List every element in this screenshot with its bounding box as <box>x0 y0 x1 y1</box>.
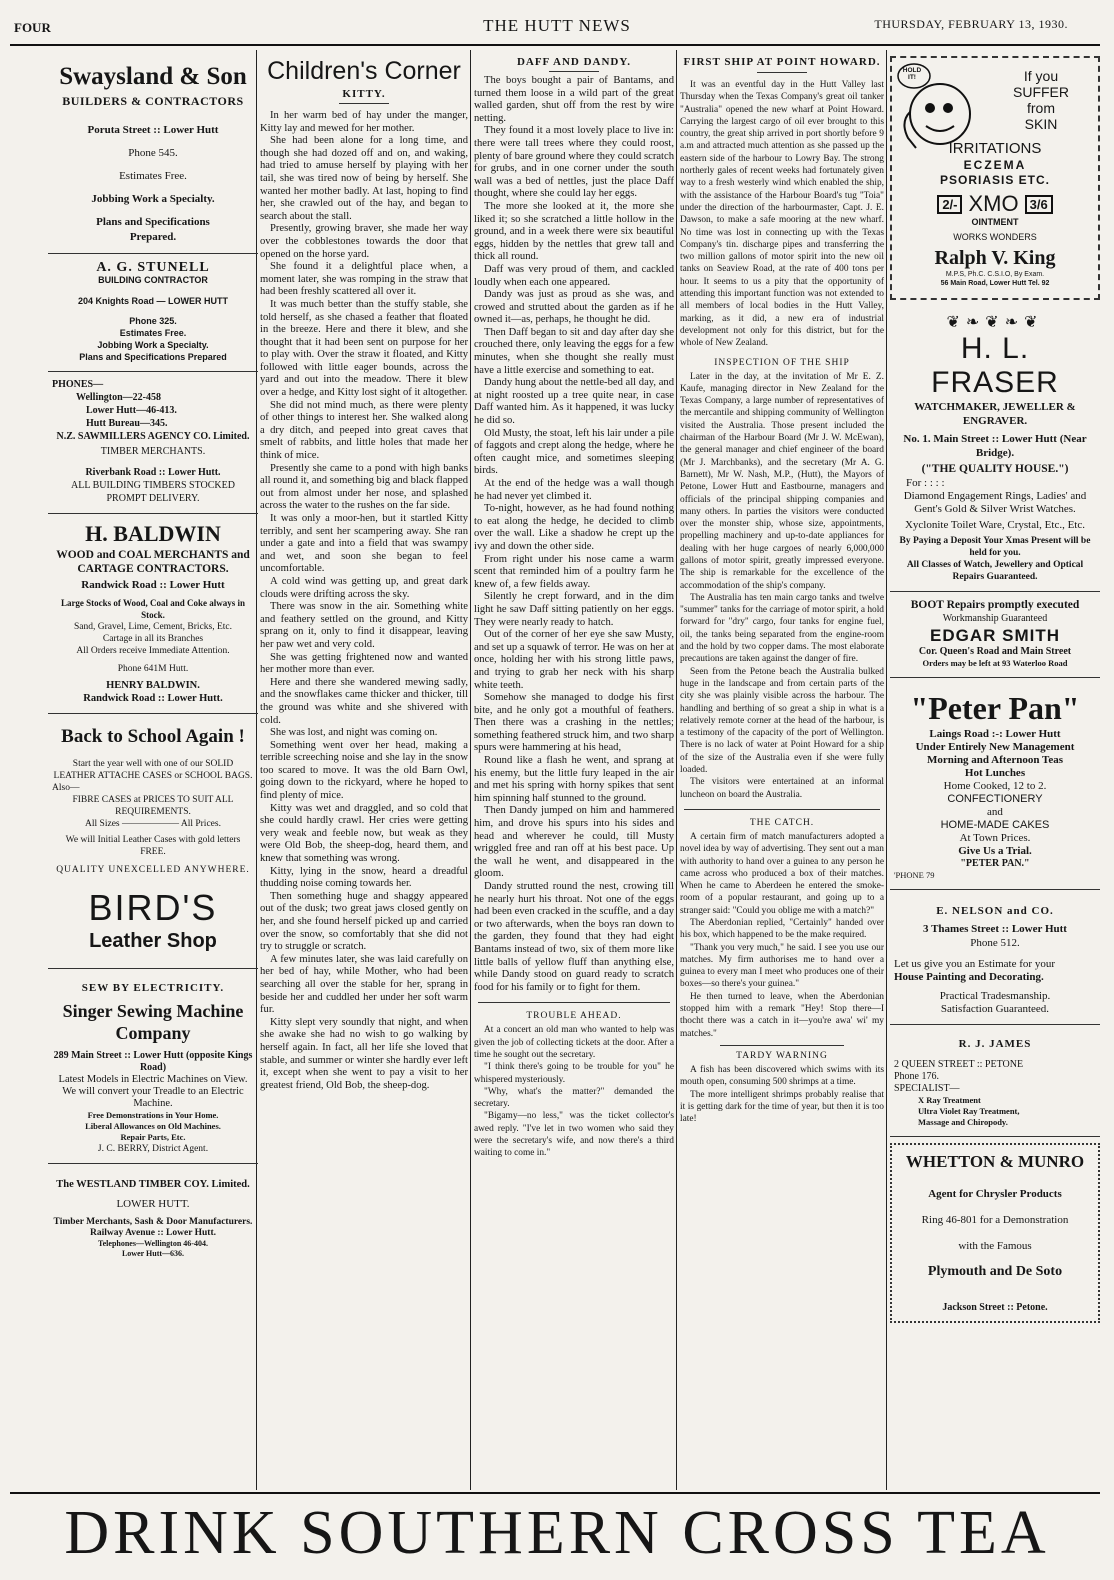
paragraph: Here and there she wandered mewing sadly, and the snowflakes came thicker and thicker, till the ground was white and she shivered with cold. <box>260 676 468 726</box>
james-line: SPECIALIST— <box>894 1083 960 1094</box>
singer-line: Repair Parts, Etc. <box>120 1132 186 1142</box>
westland-name: The WESTLAND TIMBER COY. Limited. <box>56 1179 250 1190</box>
paragraph: "Thank you very much," he said. I see you use our matches. My firm authorises me to hand over a guinea to every man I meet who produces one of their boxes—so there's your guinea." <box>680 942 884 990</box>
ship-title: FIRST SHIP AT POINT HOWARD. <box>683 56 881 68</box>
xmo-line: WORKS WONDERS <box>953 232 1037 242</box>
school-line: QUALITY UNEXCELLED ANYWHERE. <box>56 865 250 875</box>
ship-story <box>680 79 884 350</box>
paragraph: Round like a flash he went, and sprang at his enemy, but the little fury leaped in the air and met his spring with horny spikes that sent him spinning half stunned to the ground. <box>474 755 674 804</box>
paragraph: Dandy hung about the nettle-bed all day, and at night roosted up a tree quite near, in case Daff wanted him. As it happened, it was lucky he did so. <box>474 377 674 427</box>
sawmillers-line: Riverbank Road :: Lower Hutt. <box>85 467 221 478</box>
westland-line: Railway Avenue :: Lower Hutt. <box>89 1228 217 1238</box>
sawmillers-line: Hutt Bureau—345. <box>86 418 168 429</box>
paragraph: Silently he crept forward, and in the dim light he saw Daff sitting patiently on her eggs. They were nearly ready to hatch. <box>474 591 674 628</box>
xmo-price: 2/- <box>937 195 962 214</box>
childrens-corner-heading: Children's Corner <box>267 57 461 85</box>
school-title: Back to School Again ! <box>61 726 245 747</box>
peter-line: At Town Prices. <box>959 832 1031 844</box>
school-line: Start the year well with one of our SOLID LEATHER ATTACHE CASES or SCHOOL BAGS. <box>53 759 253 781</box>
singer-line: SEW BY ELECTRICITY. <box>81 982 225 994</box>
peter-pan-name: "Peter Pan" <box>910 690 1080 726</box>
xmo-line: SUFFER <box>1013 84 1069 100</box>
masthead <box>0 0 1114 50</box>
ralph-king: Ralph V. King <box>934 247 1056 269</box>
paragraph: Then something huge and shaggy appeared out of the dusk; two great jaws closed gently on her, and she found herself picked up and carried over the snow, so comfortably that she did not try to struggle or scratch. <box>260 890 468 953</box>
paragraph: Out of the corner of her eye she saw Musty, and set up a squawk of terror. He was on her at once, holding her with his strong little paws, and trying to grab her neck with his sharp white teeth. <box>474 629 674 691</box>
nelson-ad <box>890 890 1100 1025</box>
singer-ad <box>48 969 258 1164</box>
baldwin-line: Large Stocks of Wood, Coal and Coke always in Stock. <box>60 598 246 620</box>
boot-line: Orders may be left at 93 Waterloo Road <box>922 658 1068 668</box>
whetton-name: WHETTON & MUNRO <box>905 1152 1085 1171</box>
daff-title: DAFF AND DANDY. <box>516 56 632 68</box>
peter-line: 'PHONE 79 <box>894 870 935 880</box>
paragraph: It was much better than the stuffy stable, she told herself, as she chased a feather that floated in the breeze. Here and there it blew, and she thought that it had been sent on purpose for her to play with. Over the straw it floated, and Kitty followed with little eager bounds, across the yard and out into the meadow. There it blew over a hedge, and Kitty lost sight of it altogether. <box>260 298 468 399</box>
fraser-line: By Paying a Deposit Your Xmas Present will be held for you. <box>899 536 1091 558</box>
paragraph: The more she looked at it, the more she liked it; so she scratched a little hollow in the ground, and in a week there were six beautiful eggs, hidden by the nettles that grew tall and thick all round. <box>474 200 674 263</box>
paragraph: "Bigamy—no less," was the ticket collector's awed reply. "I've let in two women who said they were the secretary's wife, and now there's a third waiting to come in." <box>474 1111 674 1159</box>
paragraph: She found it a delightful place when, a moment later, she was romping in the straw that had been freshly scattered all over it. <box>260 261 468 298</box>
baldwin-line: Randwick Road :: Lower Hutt. <box>83 693 223 704</box>
paragraph: He then turned to leave, when the Aberdonian stopped him with a remark "Hey! Stop there—I thocht there was a catch in it—you're awa' wi' my matches." <box>680 991 884 1039</box>
peter-line: and <box>987 806 1003 818</box>
boot-line: BOOT Repairs promptly executed <box>910 599 1080 611</box>
sawmillers-line: Lower Hutt—46-413. <box>86 405 177 416</box>
paragraph: She was getting frightened now and wanted her mother more than ever. <box>260 651 468 676</box>
sawmillers-line: N.Z. SAWMILLERS AGENCY CO. Limited. <box>56 431 250 442</box>
paragraph: Then Daff began to sit and day after day she crouched there, only leaving the eggs for a few minutes, when she thought she really must have a little exercise and something to eat. <box>474 326 674 376</box>
sawmillers-line: PHONES— <box>52 379 104 390</box>
paragraph: Kitty slept very soundly that night, and when she awake she had no wish to go walking by herself again. In fact, all her life she loved that stable, and summer or winter she hardly ever left it, except when she went to pay a visit to her greatest friend, Old Bob, the sheep-dog. <box>260 1016 468 1091</box>
nelson-line: Let us give you an Estimate for your <box>894 958 1055 970</box>
stunell-line: Estimates Free. <box>119 328 187 338</box>
story-separator <box>478 1002 670 1003</box>
james-line: X Ray Treatment <box>918 1095 981 1105</box>
fraser-line: WATCHMAKER, JEWELLER & ENGRAVER. <box>914 401 1076 427</box>
fraser-line: Diamond Engagement Rings, Ladies' and Gent's Gold & Silver Wrist Watches. <box>903 490 1087 515</box>
daff-and-dandy-column <box>474 56 674 1488</box>
fraser-line: All Classes of Watch, Jewellery and Optical Repairs Guaranteed. <box>906 560 1084 582</box>
swaysland-line: BUILDERS & CONTRACTORS <box>62 94 244 108</box>
school-line: We will Initial Leather Cases with gold letters FREE. <box>65 835 241 857</box>
paragraph: The visitors were entertained at an informal luncheon on board the Australia. <box>680 777 884 800</box>
baldwin-name: H. BALDWIN <box>85 521 221 546</box>
ornament: ❦❧❦❧❦ <box>946 314 1044 331</box>
stunell-line: Jobbing Work a Specialty. <box>97 340 209 350</box>
singer-line: Latest Models in Electric Machines on View. <box>58 1074 248 1085</box>
sawmillers-line: ALL BUILDING TIMBERS STOCKED PROMPT DELIVERY. <box>71 480 235 504</box>
xmo-ad <box>890 56 1100 300</box>
paragraph: Kitty, lying in the snow, heard a dreadful thudding noise coming towards her. <box>260 865 468 890</box>
sawmillers-ad <box>48 372 258 514</box>
title-rule <box>549 71 599 72</box>
xmo-line: If you <box>1023 68 1059 84</box>
fraser-line: For : : : : <box>906 477 945 489</box>
stunell-line: Phone 325. <box>129 316 177 326</box>
trouble-title: TROUBLE AHEAD. <box>526 1011 622 1022</box>
kitty-story <box>260 110 468 1092</box>
baldwin-line: All Orders receive Immediate Attention. <box>76 646 230 656</box>
paragraph: It was only a moor-hen, but it startled Kitty terribly, and sent her scampering away. She ran under a gate and into a field that was swampy and wet, and soon she began to feel uncomfortable. <box>260 513 468 575</box>
fraser-line: No. 1. Main Street :: Lower Hutt (Near Bridge). <box>903 433 1087 459</box>
story-separator <box>684 809 880 810</box>
paragraph: At a concert an old man who wanted to help was given the job of collecting tickets at the door. After a time he sought out the secretary. <box>474 1025 674 1060</box>
xmo-line: 56 Main Road, Lower Hutt Tel. 92 <box>940 280 1050 287</box>
tardy-title: TARDY WARNING <box>736 1050 828 1061</box>
nelson-line: 3 Thames Street :: Lower Hutt <box>923 923 1067 935</box>
swaysland-name: Swaysland & Son <box>59 63 247 90</box>
peter-line: Hot Lunches <box>964 767 1026 779</box>
column-rule <box>470 50 471 1490</box>
issue-date: THURSDAY, FEBRUARY 13, 1930. <box>874 17 1068 31</box>
xmo-line: from <box>1027 100 1055 116</box>
paragraph: Dandy was just as proud as she was, and crowed and strutted about the garden as if he owned it—as, perhaps, he thought he did. <box>474 289 674 326</box>
paragraph: The Aberdonian replied, "Certainly" handed over his box, which happened to be the make required. <box>680 918 884 941</box>
story-separator <box>720 1045 844 1046</box>
inspection-story <box>680 371 884 801</box>
news-column <box>680 56 884 1488</box>
xmo-line: IRRITATIONS <box>948 140 1042 157</box>
masthead-rule <box>10 44 1100 46</box>
baldwin-line: HENRY BALDWIN. <box>106 680 200 691</box>
paragraph: "Why, what's the matter?" demanded the secretary. <box>474 1086 674 1110</box>
swaysland-line: Plans and Specifications Prepared. <box>96 216 210 243</box>
paragraph: In her warm bed of hay under the manger, Kitty lay and mewed for her mother. <box>260 110 468 134</box>
westland-ad <box>48 1164 258 1267</box>
swaysland-line: Phone 545. <box>128 147 178 159</box>
school-line: FIBRE CASES at PRICES TO SUIT ALL REQUIREMENTS. <box>72 795 234 817</box>
ads-column-left <box>48 56 258 1486</box>
james-line: Ultra Violet Ray Treatment, <box>918 1106 1020 1116</box>
james-line: 2 QUEEN STREET :: PETONE <box>894 1059 1024 1070</box>
paragraph: It was an eventful day in the Hutt Valley last Thursday when the Texas Company's great oil tanker "Australia" opened the new wharf at Point Howard. Carrying the largest cargo of oil ever brought to this country, the great ship arrived in port shortly before 9 a.m and attracted much attention as she passed up the eastern side of the harbour to Lowry Bay. The strong northerly gales of recent weeks had fortunately given way to a fresh westerly wind which enabled the ship, with the assistance of the Harbour Board's tug "Toia" under the direction of the harbourmaster, Capt. J. E. Dawson, to make a safe mooring at the new wharf. No time was lost in connecting up with the Texas Company's tin. discharge pipes and transferring the two million gallons of motor spirit into the new oil tanks on Seaview Road, at the rate of 400 tons per hour. It seems to us a pity that the opportunity of attending this important function was not extended to all members of local bodies in the Hutt Valley, marking, as it did, a new era of industrial development not only for this district, but for the whole of New Zealand. <box>680 80 884 349</box>
singer-line: Free Demonstrations in Your Home. <box>87 1110 219 1120</box>
baldwin-ad <box>48 514 258 714</box>
peter-line: HOME-MADE CAKES <box>940 819 1050 831</box>
xmo-brand: XMO <box>968 191 1019 216</box>
peter-pan-ad <box>890 678 1100 890</box>
nelson-line: Phone 512. <box>970 937 1020 949</box>
birds-logo: BIRD'S <box>88 887 218 928</box>
singer-line: J. C. BERRY, District Agent. <box>97 1144 209 1154</box>
james-line: Phone 176. <box>894 1071 939 1082</box>
westland-line: Timber Merchants, Sash & Door Manufacturers. <box>53 1217 253 1227</box>
paragraph: At the end of the hedge was a wall though he had never yet climbed it. <box>474 478 674 502</box>
fraser-line: ("THE QUALITY HOUSE.") <box>921 463 1069 475</box>
speech-bubble: HOLD IT! <box>902 67 922 81</box>
fraser-line: Xyclonite Toilet Ware, Crystal, Etc., Etc. <box>904 519 1085 531</box>
ads-column-right <box>890 56 1100 1488</box>
stunell-name: A. G. STUNELL <box>96 260 210 275</box>
boot-line: Cor. Queen's Road and Main Street <box>918 646 1072 657</box>
paragraph: A cold wind was getting up, and great dark clouds were drifting across the sky. <box>260 575 468 600</box>
fraser-ad <box>890 308 1100 592</box>
swaysland-line: Jobbing Work a Specialty. <box>91 193 215 205</box>
james-ad <box>890 1025 1100 1137</box>
swaysland-line: Estimates Free. <box>119 170 187 182</box>
james-name: R. J. JAMES <box>958 1038 1032 1050</box>
peter-line: CONFECTIONERY <box>947 793 1043 805</box>
southern-cross-tea-banner: DRINK SOUTHERN CROSS TEA <box>64 1499 1050 1567</box>
xmo-price: 3/6 <box>1025 195 1053 214</box>
paragraph: There was snow in the air. Something white and feathery settled on the ground, and Kitty sprang on it, only to find it disappear, leaving her paw wet and very cold. <box>260 601 468 650</box>
catch-title: THE CATCH. <box>749 817 815 828</box>
stunell-line: Plans and Specifications Prepared <box>79 352 227 362</box>
paragraph: From right under his nose came a warm scent that reminded him of a poultry farm he knew of, a few fields away. <box>474 553 674 590</box>
boot-line: Workmanship Guaranteed <box>942 613 1048 624</box>
sawmillers-line: Wellington—22-458 <box>76 392 162 403</box>
xmo-line: SKIN <box>1024 116 1058 132</box>
childrens-corner <box>260 56 468 1488</box>
baldwin-line: Sand, Gravel, Lime, Cement, Bricks, Etc. <box>73 622 233 632</box>
singer-line: We will convert your Treadle to an Electric Machine. <box>62 1086 244 1109</box>
paragraph: Daff was very proud of them, and cackled loudly when each one appeared. <box>474 263 674 288</box>
xmo-line: M.P.S, Ph.C. C.S.I.O, By Exam. <box>945 271 1045 278</box>
paragraph: A fish has been discovered which swims with its mouth open, consuming 500 shrimps at a time. <box>680 1064 884 1088</box>
footer-rule <box>10 1492 1100 1494</box>
paragraph: Later in the day, at the invitation of Mr E. Z. Kaufe, managing director in New Zealand for the Texas Company, a large number of representatives of the mercantile and shipping community of Wellington visited the Australia. Those present included the chairman of the Harbour Board (Mr J. W. McEwan), the general manager and chief engineer of the board (Mr J. Marchbanks), and the secretary (Mr A. G. Barnett), Mr W. Nash, M.P., (Hutt), the Mayors of Petone, Lower Hutt and Eastbourne, managers and officials of the principal shipping companies and many others. In parties the visitors were conducted over the monster ship, whose size, appointments, propelling machinery and up-to-date appliances for dealing with her huge cargoes of nearly 6,000,000 gallons of motor spirit, greatly impressed everyone. The ship is remarkable for the excellence of the accommodation of the ship's company. <box>680 371 884 591</box>
column-rule <box>676 50 677 1490</box>
singer-name: Singer Sewing Machine Company <box>62 1001 244 1043</box>
baldwin-line: WOOD and COAL MERCHANTS and CARTAGE CONTRACTORS. <box>56 549 250 575</box>
whetton-munro-ad <box>890 1143 1100 1323</box>
singer-line: 289 Main Street :: Lower Hutt (opposite Kings Road) <box>53 1050 253 1073</box>
paragraph: The boys bought a pair of Bantams, and turned them loose in a wild part of the great walled garden, shut off from the rest by wire netting. <box>474 75 674 124</box>
paragraph: A certain firm of match manufacturers adopted a novel idea by way of advertising. They sent out a man with authority to hand over a guinea to any person he came across who produced a box of their matches. When he came to Aberdeen he entered the smoke-room of a popular restaurant, and going up to a stranger said: "Could you oblige me with a match?" <box>680 831 884 916</box>
daff-story <box>474 75 674 994</box>
leather-shop: Leather Shop <box>89 930 217 952</box>
james-line: Massage and Chiropody. <box>918 1117 1008 1127</box>
paragraph: She had been alone for a long time, and though she had dozed off and on, and waking, had tried to amuse herself by playing with her tail, she was tired now of being by herself. She wanted her mother badly. At last, hoping to find her, she crawled out of the hay, and began to search about the stall. <box>260 135 468 222</box>
sawmillers-line: TIMBER MERCHANTS. <box>100 446 206 457</box>
paragraph: Presently she came to a pond with high banks all round it, and something big and black flapped out from almost under her nose, and splashed across the water to the rushes on the far side. <box>260 462 468 512</box>
kitty-title: KITTY. <box>342 88 386 100</box>
fraser-name: H. L. FRASER <box>931 332 1059 399</box>
paragraph: She was lost, and night was coming on. <box>270 727 438 739</box>
page-number: FOUR <box>14 20 51 35</box>
title-rule <box>757 72 807 73</box>
inspection-title: INSPECTION OF THE SHIP <box>714 357 850 368</box>
nelson-name: E. NELSON and CO. <box>936 905 1054 917</box>
school-line: All Sizes —————— All Prices. <box>85 819 221 829</box>
paragraph: The Australia has ten main cargo tanks and twelve "summer" tanks for the carriage of motor spirit, a hold forward for "dry" cargo, four tanks for engine fuel, oil, the tanks being separated from the engine-room and the hold by two copper dams. The most elaborate precautions are taken against the danger of fire. <box>680 592 884 665</box>
paragraph: The more intelligent shrimps probably realise that it is getting dark for the time of year, but then it is too late! <box>680 1089 884 1125</box>
stunell-line: BUILDING CONTRACTOR <box>98 275 208 285</box>
singer-line: Liberal Allowances on Old Machines. <box>85 1121 221 1131</box>
trouble-story <box>474 1024 674 1159</box>
swaysland-line: Poruta Street :: Lower Hutt <box>87 124 219 136</box>
catch-story <box>680 831 884 1040</box>
westland-line: Lower Hutt—636. <box>121 1249 185 1258</box>
school-line: Also— <box>52 783 80 793</box>
paragraph: Then Dandy jumped on him and hammered him, and drove his spurs into his sides and head and wherever he could, till Musty wriggled free and ran off at his best pace. Up the wall he went, and disappeared in the gloom. <box>474 805 674 880</box>
edgar-smith: EDGAR SMITH <box>930 626 1060 645</box>
paragraph: A few minutes later, she was laid carefully on her bed of hay, while Mother, who had been searching all over the stable for her, sprang in beside her and cuddled her under her soft warm fur. <box>260 953 468 1016</box>
xmo-line: PSORIASIS ETC. <box>939 173 1051 187</box>
paragraph: Somehow she managed to dodge his first bite, and he only got a mouthful of feathers. Then there was a crashing in the nettles; something feathered struck him, and two sharp spurs were hammering at his head, <box>474 692 674 754</box>
paragraph: To-night, however, as he had found nothing to eat along the hedge, he decided to climb over the wall. Like a shadow he crept up the ivy and down the other side. <box>474 503 674 552</box>
paragraph: Kitty was wet and draggled, and so cold that she could hardly crawl. Her cries were getting very weak and feeble now, but weak as they were Old Bob, the sheep-dog, heard them, and knew that something was wrong. <box>260 802 468 865</box>
paragraph: They found it a most lovely place to live in: there were tall trees where they could roost, plenty of bare ground where they could scratch for grubs, and in one corner under the south wall was a bed of nettles, just the place Daff thought, where she could lay her eggs. <box>474 125 674 200</box>
xmo-line: ECZEMA <box>963 158 1027 172</box>
paragraph: Seen from the Petone beach the Australia bulked huge in the landscape and from certain parts of the city she was plainly visible across the harbour. The handling and berthing of so great a ship in what is a relatively remote corner at the head of the harbour, is a testimony of the capacity of the port of Wellington. There is no lack of water at Point Howard for a ship of the size of the Australia even if she were fully loaded. <box>680 666 884 776</box>
paragraph: She did not mind much, as there were plenty of other things to interest her. She walked along a dry ditch, and peeped into great caves that smelt of rabbits, and little holes that made her think of mice. <box>260 399 468 462</box>
peter-line: Home Cooked, 12 to 2. <box>943 780 1047 792</box>
westland-line: LOWER HUTT. <box>116 1198 190 1210</box>
baldwin-line: Phone 641M Hutt. <box>117 664 189 674</box>
column-rule <box>886 50 887 1490</box>
xmo-line: OINTMENT <box>971 217 1019 227</box>
edgar-smith-ad <box>890 592 1100 678</box>
nelson-line: Practical Tradesmanship. <box>939 990 1051 1002</box>
whetton-line: with the Famous <box>958 1240 1032 1252</box>
swaysland-ad <box>48 56 258 254</box>
whetton-line: Plymouth and De Soto <box>927 1264 1063 1279</box>
westland-line: Telephones—Wellington 46-404. <box>98 1239 208 1248</box>
nelson-line: Satisfaction Guaranteed. <box>940 1003 1050 1015</box>
peter-line: "PETER PAN." <box>960 858 1030 869</box>
peter-line: Laings Road :-: Lower Hutt <box>929 728 1061 740</box>
newspaper-title: THE HUTT NEWS <box>483 16 631 35</box>
peter-line: Give Us a Trial. <box>958 845 1032 857</box>
tardy-story <box>680 1064 884 1125</box>
nelson-line: House Painting and Decorating. <box>894 971 1044 983</box>
paragraph: Something went over her head, making a terrible screeching noise and she lay in the snow too scared to move. It was the old Barn Owl, going down to the rickyard, where he hoped to find plenty of mice. <box>260 739 468 802</box>
bird-leather-ad <box>48 714 258 969</box>
stunell-line: 204 Knights Road — LOWER HUTT <box>77 296 228 306</box>
whetton-line: Jackson Street :: Petone. <box>942 1302 1048 1313</box>
paragraph: Presently, growing braver, she made her way over the cobblestones towards the door that opened on the horse yard. <box>260 223 468 260</box>
title-rule <box>339 103 389 104</box>
whetton-line: Ring 46-801 for a Demonstration <box>921 1214 1069 1226</box>
stunell-ad <box>48 254 258 372</box>
whetton-line: Agent for Chrysler Products <box>928 1188 1062 1200</box>
paragraph: Dandy strutted round the nest, crowing till he nearly hurt his throat. Not one of the eggs had been even cracked in the scuffle, and a day or two afterwards, when the boys ran down to the garden, they found that they had eight Bantams instead of two, six of them more like little balls of yellow fluff than anything else, while Dandy stood on guard ready to scratch food for his family or to fight for them. <box>474 881 674 993</box>
peter-line: Morning and Afternoon Teas <box>927 754 1063 766</box>
paragraph: "I think there's going to be trouble for you" he whispered mysteriously. <box>474 1062 674 1085</box>
baldwin-line: Randwick Road :: Lower Hutt <box>81 579 225 591</box>
baldwin-line: Cartage in all its Branches <box>102 634 204 644</box>
peter-line: Under Entirely New Management <box>915 741 1075 753</box>
paragraph: Old Musty, the stoat, left his lair under a pile of faggots and crept along the hedge, where he often caught mice, and sometimes sleeping birds. <box>474 427 674 477</box>
